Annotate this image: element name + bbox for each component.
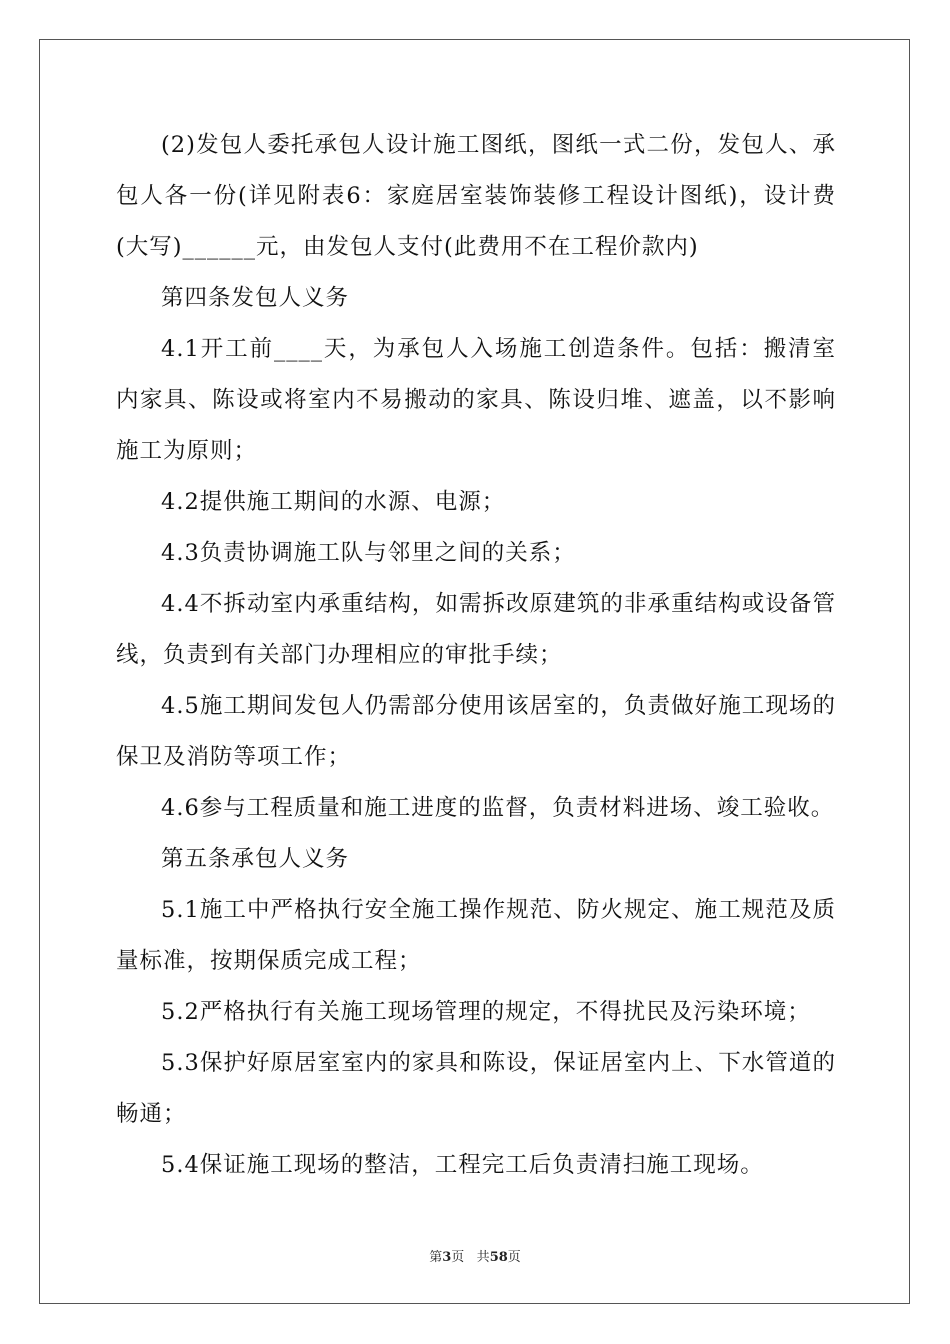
clause-4-6: 4.6参与工程质量和施工进度的监督，负责材料进场、竣工验收。 — [161, 795, 835, 821]
clause-4-5: 4.5施工期间发包人仍需部分使用该居室的，负责做好施工现场的保卫及消防等项工作； — [116, 693, 836, 770]
total-suffix: 页 — [507, 1250, 521, 1265]
paragraph-design-fee: (2)发包人委托承包人设计施工图纸，图纸一式二份，发包人、承包人各一份(详见附表6：家庭居室装饰装修工程设计图纸)，设计费(大写)______元，由发包人支付(此费用不在工程价款内) — [116, 132, 836, 260]
clause-5-1: 5.1施工中严格执行安全施工操作规范、防火规定、施工规范及质量标准，按期保质完成工程； — [116, 897, 836, 974]
page-total: 58 — [489, 1250, 508, 1265]
clause-5-4: 5.4保证施工现场的整洁，工程完工后负责清扫施工现场。 — [161, 1152, 764, 1178]
section-heading-contractor-obligations: 第五条承包人义务 — [161, 846, 350, 872]
total-prefix: 共 — [476, 1250, 490, 1265]
clause-4-3: 4.3负责协调施工队与邻里之间的关系； — [161, 540, 576, 566]
document-body — [116, 120, 836, 1191]
clause-5-2: 5.2严格执行有关施工现场管理的规定，不得扰民及污染环境； — [161, 999, 811, 1025]
clause-4-2: 4.2提供施工期间的水源、电源； — [161, 489, 506, 515]
page-footer — [0, 1246, 950, 1265]
clause-5-3: 5.3保护好原居室室内的家具和陈设，保证居室内上、下水管道的畅通； — [116, 1050, 836, 1127]
clause-4-1: 4.1开工前____天，为承包人入场施工创造条件。包括：搬清室内家具、陈设或将室内不易搬动的家具、陈设归堆、遮盖，以不影响施工为原则； — [116, 336, 836, 464]
page-prefix: 第 — [429, 1250, 443, 1265]
page-current: 3 — [442, 1250, 452, 1265]
section-heading-employer-obligations: 第四条发包人义务 — [161, 285, 350, 311]
clause-4-4: 4.4不拆动室内承重结构，如需拆改原建筑的非承重结构或设备管线，负责到有关部门办理相应的审批手续； — [116, 591, 836, 668]
page-suffix: 页 — [451, 1250, 465, 1265]
